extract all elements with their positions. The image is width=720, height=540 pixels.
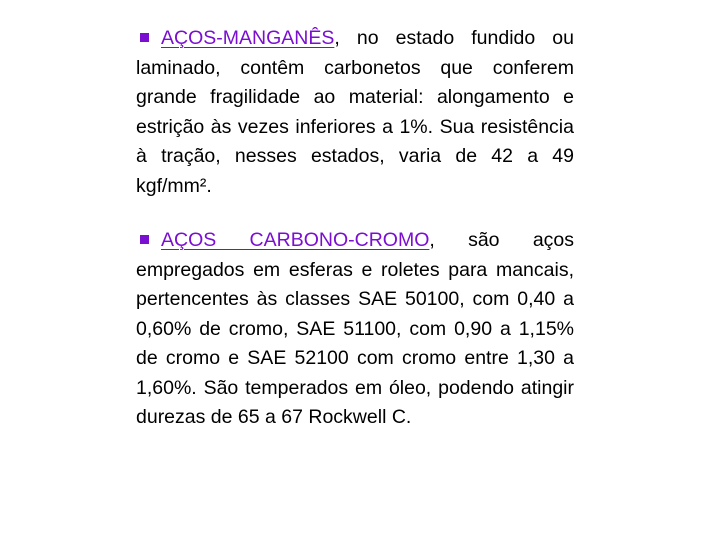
square-bullet-icon	[140, 235, 149, 244]
square-bullet-icon	[140, 33, 149, 42]
heading-acos-carbono-cromo: AÇOS CARBONO-CROMO	[161, 229, 430, 251]
paragraph-acos-carbono-cromo	[136, 226, 574, 433]
heading-acos-manganes: AÇOS-MANGANÊS	[161, 27, 335, 49]
body-text-acos-carbono-cromo: , são aços empregados em esferas e roletes para mancais, pertencentes às classes SAE 50100, com 0,40 a 0,60% de cromo, SAE 51100, com 0,90 a 1,15% de cromo e SAE 52100 com cromo entre 1,30 a 1,60%. São temperados em óleo, podendo atingir durezas de 65 a 67 Rockwell C.	[136, 229, 575, 428]
body-text-acos-manganes: , no estado fundido ou laminado, contêm carbonetos que conferem grande fragilidade ao material: alongamento e estrição às vezes inferiores a 1%. Sua resistência à tração, nesses estados, varia de 42 a 49 kgf/mm².	[136, 27, 574, 197]
paragraph-acos-manganes	[136, 24, 574, 201]
